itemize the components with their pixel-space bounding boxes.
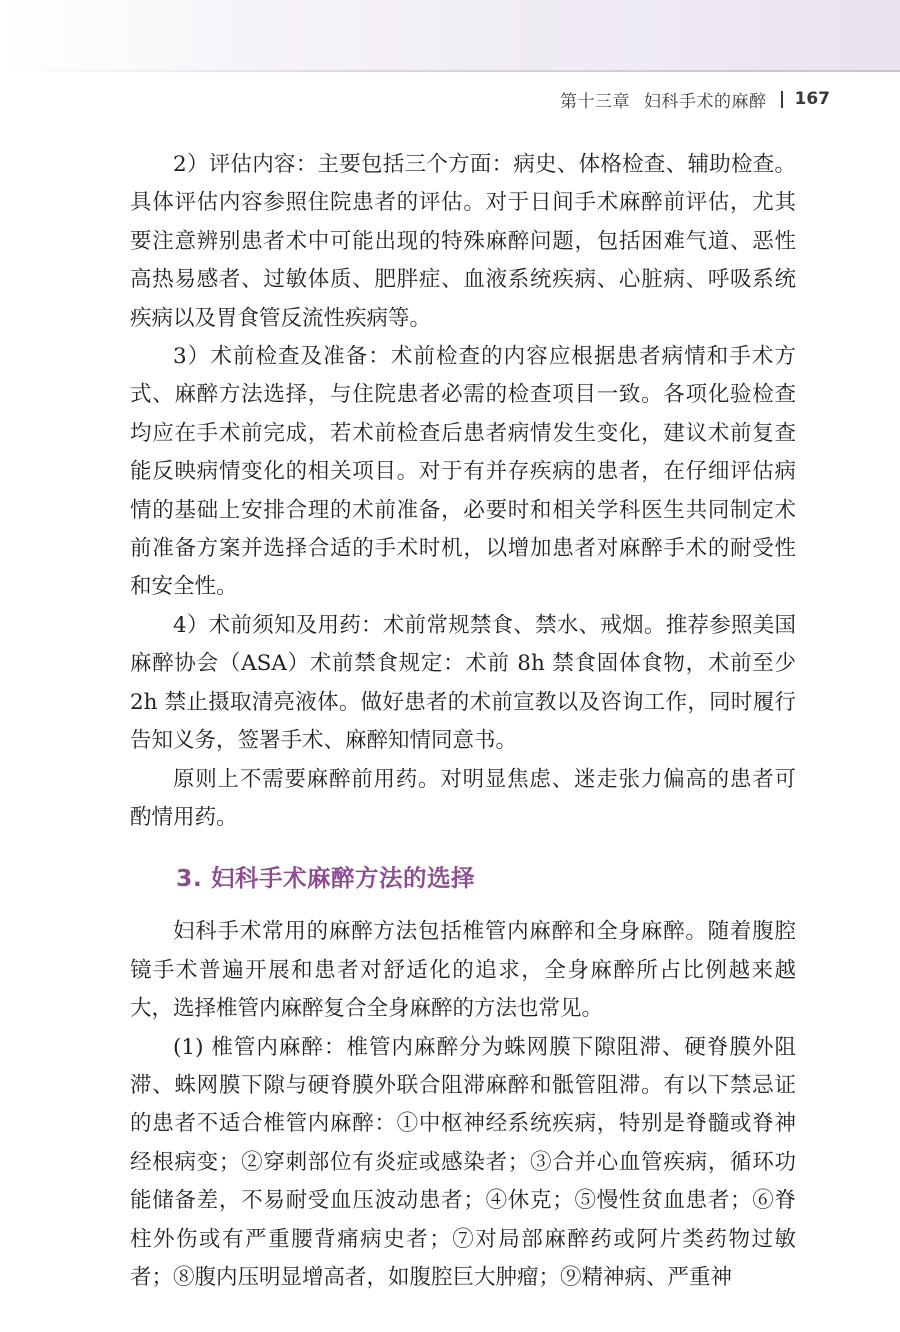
paragraph-anesthesia-methods: 妇科手术常用的麻醉方法包括椎管内麻醉和全身麻醉。随着腹腔镜手术普遍开展和患者对舒适化的追求，全身麻醉所占比例越来越大，选择椎管内麻醉复合全身麻醉的方法也常见。 (130, 919, 796, 1022)
paragraph-preop-instructions: 4）术前须知及用药：术前常规禁食、禁水、戒烟。推荐参照美国麻醉协会（ASA）术前禁食规定：术前 8h 禁食固体食物，术前至少 2h 禁止摄取清亮液体。做好患者的术前宣教以及咨询工作，同时履行告知义务，签署手术、麻醉知情同意书。 (130, 612, 796, 754)
running-header (560, 86, 830, 112)
page-body (130, 146, 796, 1297)
paragraph-preop-examination: 3）术前检查及准备：术前检查的内容应根据患者病情和手术方式、麻醉方法选择，与住院患者必需的检查项目一致。各项化验检查均应在手术前完成，若术前检查后患者病情发生变化，建议术前复查能反映病情变化的相关项目。对于有并存疾病的患者，在仔细评估病情的基础上安排合理的术前准备，必要时和相关学科医生共同制定术前准备方案并选择合适的手术时机，以增加患者对麻醉手术的耐受性和安全性。 (130, 344, 796, 600)
header-divider (781, 91, 783, 108)
chapter-title: 妇科手术的麻醉 (644, 91, 767, 112)
page-top-band (0, 0, 900, 72)
paragraph-spinal-anesthesia: (1) 椎管内麻醉：椎管内麻醉分为蛛网膜下隙阻滞、硬脊膜外阻滞、蛛网膜下隙与硬脊膜外联合阻滞麻醉和骶管阻滞。有以下禁忌证的患者不适合椎管内麻醉：①中枢神经系统疾病，特别是脊髓或脊神经根病变；②穿刺部位有炎症或感染者；③合并心血管疾病，循环功能储备差，不易耐受血压波动患者；④休克；⑤慢性贫血患者；⑥脊柱外伤或有严重腰背痛病史者；⑦对局部麻醉药或阿片类药物过敏者；⑧腹内压明显增高者，如腹腔巨大肿瘤；⑨精神病、严重神 (130, 1034, 796, 1290)
paragraph-premedication: 原则上不需要麻醉前用药。对明显焦虑、迷走张力偏高的患者可酌情用药。 (130, 766, 796, 830)
chapter-label: 第十三章 (560, 91, 630, 112)
paragraph-evaluation-content: 2）评估内容：主要包括三个方面：病史、体格检查、辅助检查。具体评估内容参照住院患者的评估。对于日间手术麻醉前评估，尤其要注意辨别患者术中可能出现的特殊麻醉问题，包括困难气道、恶性高热易感者、过敏体质、肥胖症、血液系统疾病、心脏病、呼吸系统疾病以及胃食管反流性疾病等。 (130, 152, 796, 331)
page-number: 167 (794, 89, 830, 109)
section-heading: 3. 妇科手术麻醉方法的选择 (176, 864, 475, 893)
